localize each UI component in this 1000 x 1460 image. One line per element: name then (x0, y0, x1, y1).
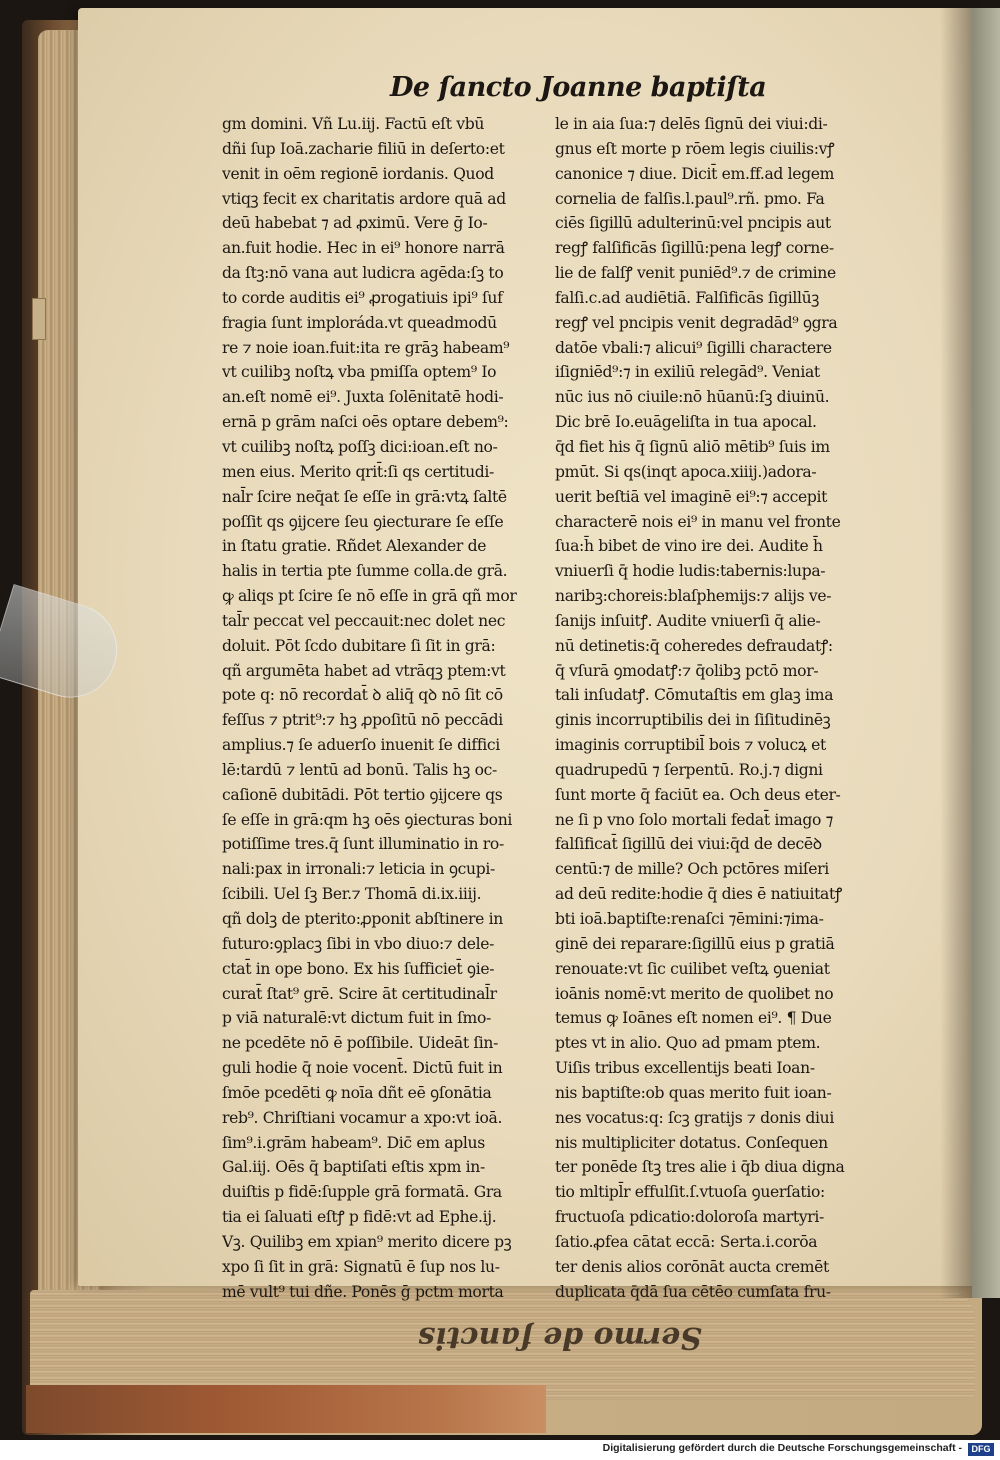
text-line: vtiqꝫ fecit ex charitatis ardore quā ad (222, 189, 506, 208)
text-line: da ſtꝫ:nō vana aut ludicra agēda:ſꝫ to (222, 264, 504, 283)
dfg-logo: DFG (968, 1443, 994, 1456)
text-line: duplicata q̄dā ſua cētēo cumſata fru- (555, 1282, 831, 1301)
text-line: duiſtis p fidē:ſupple grā formatā. Gra (222, 1183, 502, 1202)
text-line: q̄ vſurā ꝯmodatꝭ:⁊ q̄olibꝫ pctō mor- (555, 661, 819, 680)
text-column-right (555, 112, 877, 1305)
text-line: iſigniēd⁹:⁊ in exiliū relegād⁹. Veniat (555, 363, 820, 382)
text-line: uerit beſtiā vel imaginē ei⁹:⁊ accepit (555, 487, 828, 506)
text-line: falſificat̄ ſigillū dei viui:q̄d de decēꝺ (555, 835, 822, 854)
text-line: ſanijs inſuitꝭ. Audite vniuerſi q̄ alie- (555, 611, 821, 630)
text-line: mē vult⁹ tui dñe. Ponēs ḡ pctm morta (222, 1282, 504, 1301)
text-line: ſatio.ꝓfea cātat eccā: Serta.i.corōa (555, 1232, 818, 1251)
text-line: nūc ius nō ciuile:nō hūanū:ſꝫ diuinū. (555, 388, 830, 407)
text-line: poſſit qs ꝯijcere ſeu ꝯiecturare ſe eſſe (222, 512, 504, 531)
text-line: vt cuilibꝫ noſtꝝ vba pmiſſa optem⁹ Io (222, 363, 497, 382)
text-line: doluit. Pōt ſcdo dubitare ſi ſit in grā: (222, 636, 496, 655)
text-line: Uiſis tribus excellentijs beati Ioan- (555, 1059, 815, 1078)
text-line: pote q: nō recordat̄ ꝺ aliq̄ qꝺ nō ſit cō (222, 686, 503, 705)
text-line: an.fuit hodie. Hec in ei⁹ honore narrā (222, 239, 505, 258)
footer-bar (0, 1440, 1000, 1460)
text-line: ꝙ aliqs pt ſcire ſe nō eſſe in grā qñ mor (222, 587, 517, 606)
funding-credit: Digitalisierung gefördert durch die Deutsche Forschungsgemeinschaft - (602, 1442, 962, 1454)
text-line: ginē dei reparare:ſigillū eius p gratiā (555, 934, 835, 953)
text-line: ſe eſſe in grā:qm hꝫ oēs ꝯiecturas boni (222, 810, 513, 829)
text-line: ne ſi p vno ſolo mortali fedat̄ imago ⁊ (555, 810, 834, 829)
running-title: De ſancto Joanne baptiſta (390, 72, 767, 103)
text-line: imaginis corruptibil̄ bois ⁊ volucꝝ et (555, 736, 826, 755)
text-line: fructuoſa pdicatio:doloroſa martyri- (555, 1208, 824, 1227)
text-line: pmūt. Si qs(inqt apoca.xiiij.)adora- (555, 462, 817, 481)
text-line: re ⁊ noie ioan.fuit:ita re grāꝫ habeam⁹ (222, 338, 510, 357)
text-line: p viā naturalē:vt dictum fuit in ſmo- (222, 1009, 491, 1028)
text-line: ptes vt in alio. Quo ad pmam ptem. (555, 1034, 821, 1053)
text-line: deū habebat ⁊ ad ꝓximū. Vere ḡ Io- (222, 214, 488, 233)
text-line: fragia ſunt imploráda.vt queadmodū (222, 313, 497, 332)
text-line: vniuerſi q̄ hodie ludis:tabernis:lupa- (555, 562, 826, 581)
text-column-left (222, 112, 540, 1305)
text-line: tal̄r peccat vel peccauit:nec dolet nec (222, 611, 506, 630)
text-line: men eius. Merito qrit̄:ſi qs certitudi- (222, 462, 494, 481)
text-line: ciēs ſigillū adulterinū:vel pncipis aut (555, 214, 831, 233)
text-line: bti ioā.baptiſte:renaſci ⁊ēmini:⁊ima- (555, 910, 824, 928)
text-line: vt cuilibꝫ noſtꝝ poſſꝫ dici:ioan.eſt no- (222, 437, 498, 456)
text-line: guli hodie q̄ noie vocent̄. Dictū fuit in (222, 1059, 503, 1078)
text-line: tio mltipl̄r effulſit.ſ.vtuoſa ꝯuerſatio: (555, 1183, 825, 1202)
text-line: le in aia ſua:⁊ delēs ſignū dei viui:di- (555, 115, 828, 133)
text-line: centū:⁊ de mille? Och pctōres miſeri (555, 860, 829, 879)
text-line: temus ꝙ Ioānes eſt nomen ei⁹. ¶ Due (555, 1009, 832, 1028)
text-line: q̄d fiet his q̄ ſignū aliō mētib⁹ ſuis im (555, 437, 830, 456)
text-line: cornelia de falſis.l.paul⁹.rñ. pmo. Fa (555, 189, 825, 208)
text-line: halis in tertia pte ſumme colla.de grā. (222, 562, 508, 581)
text-line: tali inſudatꝭ. Cōmutaſtis em glaꝫ ima (555, 686, 834, 705)
facing-page-edge (972, 8, 1000, 1298)
text-line: Gal.iij. Oēs q̄ baptiſati eſtis xpm in- (222, 1158, 485, 1177)
text-line: gnus eſt morte p rōem legis ciuilis:vꝭ (555, 139, 835, 158)
text-line: amplius.⁊ ſe aduerſo inuenit ſe diffici (222, 736, 500, 755)
text-line: ad deū redite:hodie q̄ dies ē natiuitatꝭ (555, 885, 842, 904)
text-line: in ſtatu gratie. Rñdet Alexander de (222, 537, 487, 556)
text-line: feſſus ⁊ ptrit⁹:⁊ hꝫ ꝓpoſitū nō peccādi (222, 711, 503, 730)
text-line: regꝭ falſificās ſigillū:pena legꝭ corne- (555, 239, 834, 258)
text-line: falſi.c.ad audiētiā. Falſificās ſigillūꝫ (555, 288, 819, 307)
text-line: an.eſt nomē ei⁹. Juxta ſolēnitatē hodi- (222, 388, 504, 407)
text-line: ernā p grām naſci oēs optare debem⁹: (222, 413, 509, 432)
text-line: potiſſime tres.q̄ ſunt illuminatio in ro- (222, 835, 504, 854)
text-line: quadrupedū ⁊ ſerpentū. Ro.j.⁊ digni (555, 760, 823, 779)
text-line: canonice ⁊ diue. Dicit̄ em.ff.ad legem (555, 164, 835, 183)
text-line: tia ei ſaluati eſtꝭ p fidē:vt ad Ephe.ij. (222, 1208, 497, 1227)
text-line: ter ponēde ſtꝫ tres alie i q̄b diua digna (555, 1158, 845, 1177)
edge-inscription: Sermo de ſanctis (418, 1320, 702, 1355)
text-line: nal̄r ſcire neq̄at ſe eſſe in grā:vtꝝ ſaltē (222, 487, 507, 506)
text-line: lē:tardū ⁊ lentū ad bonū. Talis hꝫ oc- (222, 760, 497, 779)
text-line: reb⁹. Chriſtiani vocamur a xpo:vt ioā. (222, 1108, 503, 1127)
text-line: nes vocatus:q: ſcꝫ gratijs ⁊ donis diui (555, 1108, 835, 1127)
text-line: ne pcedēte nō ē poſſibile. Uideāt ſin- (222, 1034, 499, 1053)
book-lower-edge (26, 1385, 546, 1433)
text-line: characterē nois ei⁹ in manu vel fronte (555, 512, 841, 531)
text-line: Dic brē Io.euāgeliſta in tua apocal. (555, 413, 817, 432)
text-line: naribꝫ:choreis:blaſphemijs:⁊ alijs ve- (555, 587, 832, 606)
text-line: caſionē dubitādi. Pōt tertio ꝯijcere qs (222, 785, 503, 804)
text-line: ſim⁹.i.grām habeam⁹. Dic̄ em aplus (222, 1133, 485, 1152)
text-line: qñ dolꝫ de pterito:ꝓponit abſtinere in (222, 910, 503, 928)
text-line: nis multipliciter dotatus. Conſequen (555, 1133, 828, 1152)
text-line: qñ argumēta habet ad vtrāqꝫ ptem:vt (222, 661, 506, 680)
text-line: ſcibili. Uel ſꝫ Ber.⁊ Thomā di.ix.iiij. (222, 885, 482, 904)
text-line: renouate:vt ſic cuilibet veſtꝝ ꝯueniat (555, 959, 830, 978)
text-line: ſmōe pcedēti ꝙ noīa dñt eē ꝯſonātia (222, 1083, 492, 1102)
text-line: ter denis alios corōnāt aucta cremēt (555, 1257, 829, 1276)
text-line: ctat̄ in ope bono. Ex his ſufficiet̄ ꝯie- (222, 959, 495, 978)
text-line: ioānis nomē:vt merito de quolibet no (555, 984, 834, 1003)
text-line: Vꝫ. Quilibꝫ em xpian⁹ merito dicere pꝫ (222, 1232, 512, 1251)
text-line: nū detinetis:q̄ coheredes defraudatꝭ: (555, 636, 833, 655)
text-line: curat̄ ſtat⁹ grē. Scire āt certitudinal̄r (222, 984, 497, 1003)
text-line: nis baptiſte:ob quas merito fuit ioan- (555, 1083, 832, 1102)
text-line: ſunt morte q̄ faciūt ea. Och deus eter- (555, 785, 841, 804)
text-line: regꝭ vel pncipis venit degradād⁹ ꝯgra (555, 313, 838, 332)
text-line: lie de falſꝭ venit puniēd⁹.⁊ de crimine (555, 264, 836, 283)
text-line: futuro:ꝯplacꝫ ſibi in vbo diuo:⁊ dele- (222, 934, 495, 953)
text-line: ſua:h̄ bibet de vino ire dei. Audite h̄ (555, 537, 823, 556)
text-line: xpo ſi ſit in grā: Signatū ē ſup nos lu- (222, 1257, 500, 1276)
text-line: gm domini. Vñ Lu.iij. Factū eſt vbū (222, 115, 485, 133)
text-line: dñi ſup Ioā.zacharie filiū in deſerto:et (222, 139, 505, 158)
text-line: datōe vbali:⁊ alicui⁹ ſigilli charactere (555, 338, 832, 357)
text-line: ginis incorruptibilis dei in ſiſitudinēꝫ (555, 711, 831, 730)
text-line: to corde auditis ei⁹ ꝓrogatiuis ipi⁹ ſuf (222, 288, 503, 307)
page-tab-marker (32, 298, 46, 340)
text-line: nali:pax in irronali:⁊ leticia in ꝯcupi- (222, 860, 495, 879)
text-line: venit in oēm regionē iordanis. Quod (222, 164, 494, 183)
